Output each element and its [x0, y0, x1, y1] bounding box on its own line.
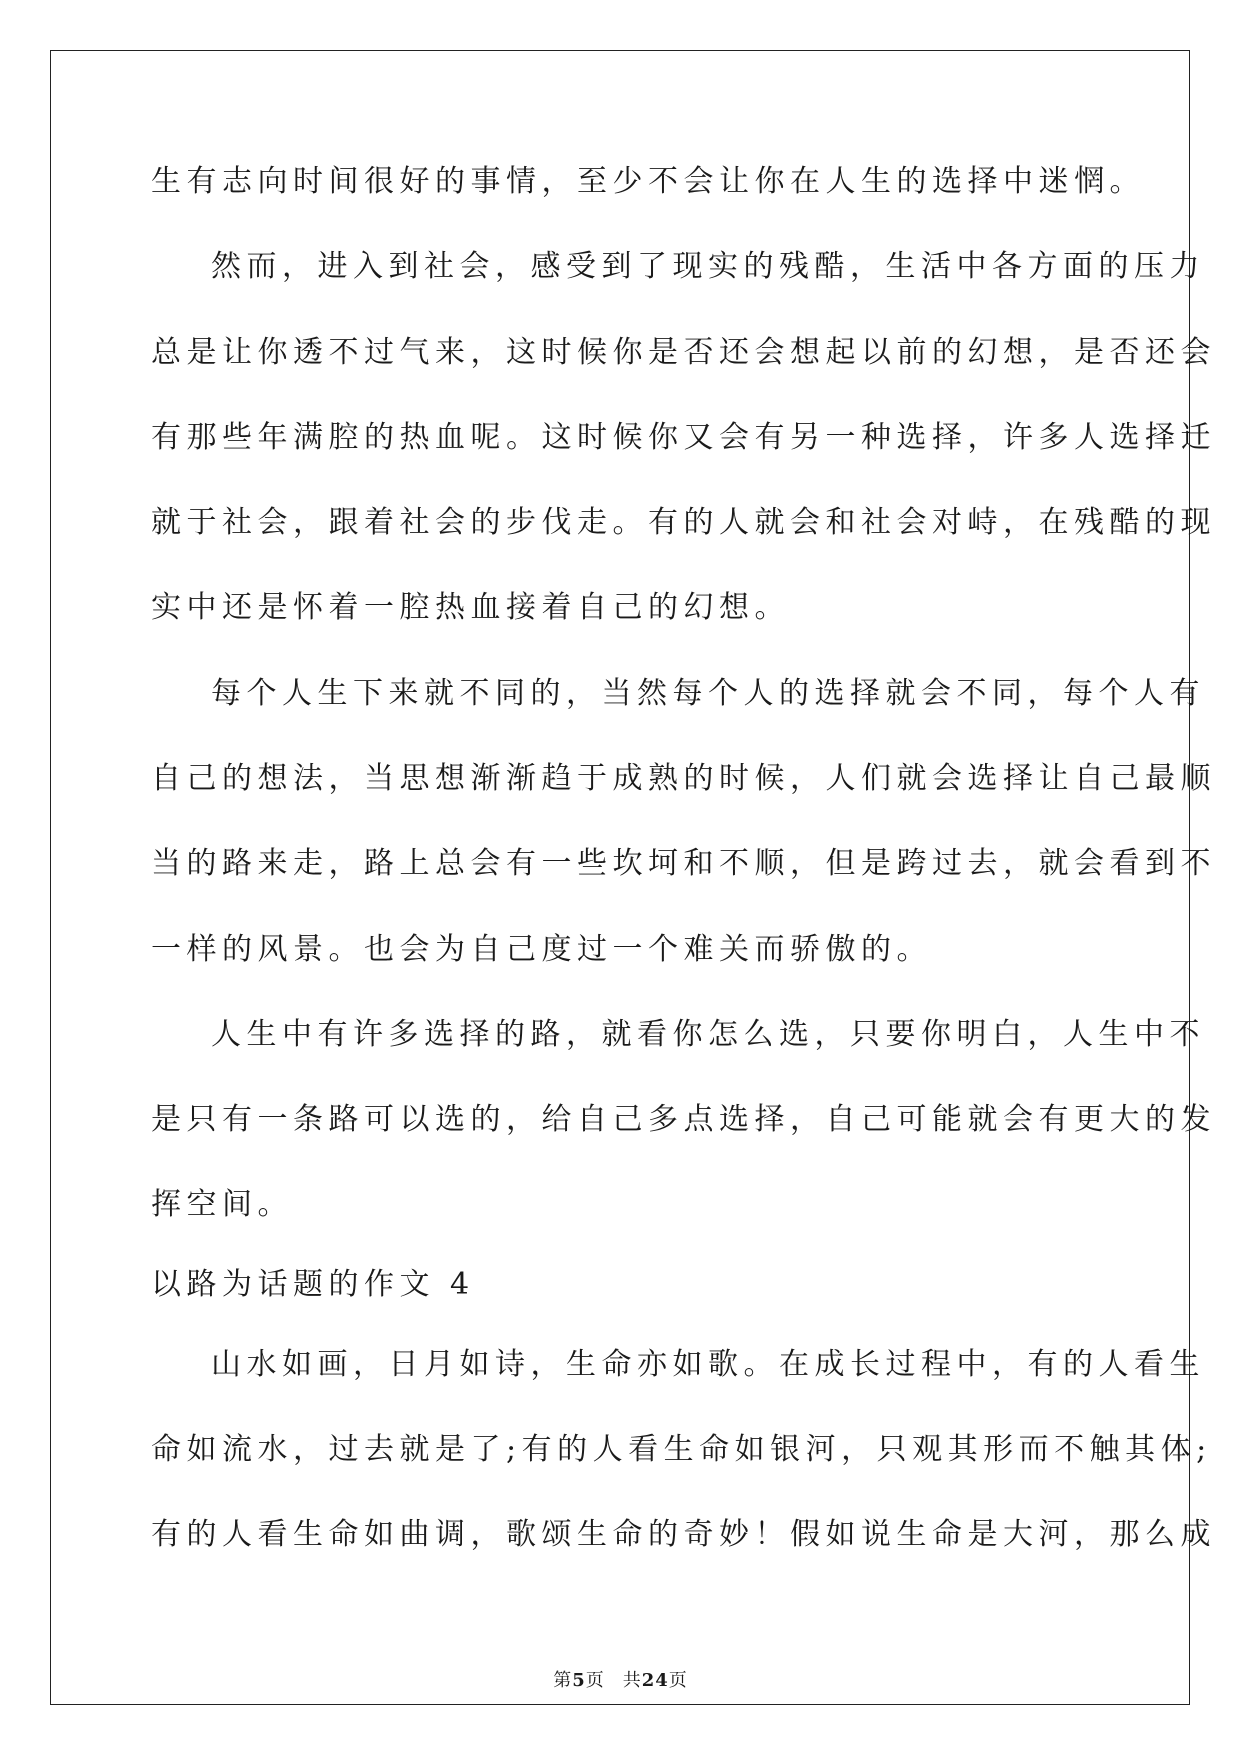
text-line: 总是让你透不过气来，这时候你是否还会想起以前的幻想，是否还会 [151, 335, 1216, 370]
text-line: 当的路来走，路上总会有一些坎坷和不顺，但是跨过去，就会看到不 [151, 846, 1216, 881]
text-line: 有的人看生命如曲调，歌颂生命的奇妙！假如说生命是大河，那么成 [151, 1517, 1216, 1552]
footer-page-suffix: 页 [585, 1670, 605, 1691]
text-line: 然而，进入到社会，感受到了现实的残酷，生活中各方面的压力 [211, 249, 1205, 284]
text-line: 有那些年满腔的热血呢。这时候你又会有另一种选择，许多人选择迁 [151, 420, 1216, 455]
page-footer [0, 1669, 1241, 1693]
text-line: 实中还是怀着一腔热血接着自己的幻想。 [151, 590, 790, 625]
text-line: 自己的想法，当思想渐渐趋于成熟的时候，人们就会选择让自己最顺 [151, 761, 1216, 796]
footer-prefix: 第 [553, 1670, 573, 1691]
text-line: 就于社会，跟着社会的步伐走。有的人就会和社会对峙，在残酷的现 [151, 505, 1216, 540]
footer-total-prefix: 共 [622, 1670, 642, 1691]
text-line: 每个人生下来就不同的，当然每个人的选择就会不同，每个人有 [211, 676, 1205, 711]
text-line: 挥空间。 [151, 1187, 293, 1222]
section-heading: 以路为话题的作文 4 [151, 1267, 475, 1302]
text-line: 命如流水，过去就是了;有的人看生命如银河，只观其形而不触其体; [151, 1432, 1212, 1467]
text-line: 人生中有许多选择的路，就看你怎么选，只要你明白，人生中不 [211, 1017, 1205, 1052]
text-line: 一样的风景。也会为自己度过一个难关而骄傲的。 [151, 932, 932, 967]
footer-total-suffix: 页 [668, 1670, 688, 1691]
text-line: 山水如画，日月如诗，生命亦如歌。在成长过程中，有的人看生 [211, 1347, 1205, 1382]
total-pages: 24 [641, 1670, 669, 1691]
text-line: 生有志向时间很好的事情，至少不会让你在人生的选择中迷惘。 [151, 164, 1145, 199]
text-line: 是只有一条路可以选的，给自己多点选择，自己可能就会有更大的发 [151, 1102, 1216, 1137]
page-number: 5 [572, 1670, 586, 1691]
